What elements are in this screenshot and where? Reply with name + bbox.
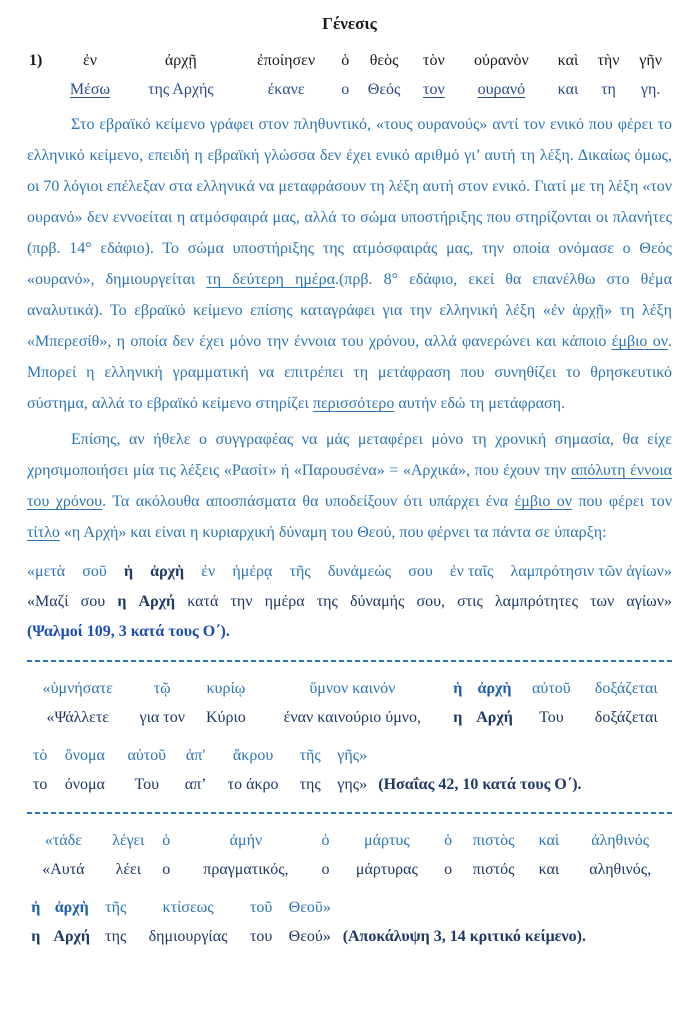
interlinear-row [27,770,672,799]
interlinear-cell: ὁ [341,52,350,69]
quote-word: ἡ [123,563,134,580]
interlinear-cell: Του [539,709,564,726]
interlinear-cell: της [299,776,321,793]
interlinear-cell: μάρτυρας [355,861,418,878]
quote-word: λαμπρότητες [494,593,578,610]
interlinear-cell: και [538,861,560,878]
quote-word: σου [80,593,106,610]
interlinear-row [27,741,672,770]
interlinear-table [27,741,672,799]
interlinear-row [27,922,672,951]
interlinear-cell: πιστὸς [472,832,515,849]
interlinear-row [27,674,672,703]
interlinear-cell: δοξάζεται [594,680,658,697]
interlinear-cell: για τον [139,709,185,726]
interlinear-cell: τὸν [423,52,445,69]
interlinear-cell: όνομα [64,776,105,793]
interlinear-cell [376,741,672,770]
interlinear-cell: Θεού» [288,928,331,945]
interlinear-cell: «τάδε [44,832,82,849]
interlinear-cell: ο [162,861,171,878]
interlinear-cell: δοξάζεται [594,709,658,726]
interlinear-cell: αληθινός, [589,861,652,878]
interlinear-cell: γη. [640,81,661,98]
interlinear-cell: γῆς» [337,747,368,764]
interlinear-cell: ο [341,81,350,98]
text-segment: Στο εβραϊκό κείμενο γράφει στον πληθυντικό, «τους ουρανούς» αντί τον ενικό που φέρει το ελληνικό κείμενο, επειδή η εβραϊκή γλώσσα δεν έχει ενικό αριθμό γι’ αυτή τη λέξη. Δικαίως όμως, οι 70 λόγιοι επέλεξαν στα ελληνικά να μεταφράσουν τη λέξη αυτή στον ενικό. Γιατί με τη λέξη «τον ουρανό» δεν εννοείται η ατμόσφαιρά μας, αλλά το σώμα υποστήριξης που στηρίζονται οι πλανήτες (πρβ. 14° εδάφιο). Το σώμα υποστήριξης της ατμόσφαιράς μας, την οποία ονόμασε ο Θεός «ουρανό», δημιουργείται [27,116,672,288]
quote-word: αγίων» [626,593,672,610]
quote-word: «μετὰ [27,563,66,580]
interlinear-cell: ἡ [31,899,41,916]
interlinear-table [27,674,672,732]
interlinear-cell: ἀρχῇ [164,52,197,69]
quote-word: Αρχή [138,593,176,610]
interlinear-row [27,826,672,855]
interlinear-cell: ἀπ' [185,747,206,764]
interlinear-cell: του [249,928,273,945]
interlinear-table [27,826,672,884]
interlinear-cell: Αρχή [476,709,513,726]
interlinear-cell: «Αυτά [42,861,85,878]
quote-word: ἐν [201,563,216,580]
quote-word: «Μαζί [27,593,69,610]
quote-psalms-citation: (Ψαλμοί 109, 3 κατά τους Ο΄). [27,623,230,640]
quote-word: την [230,593,253,610]
interlinear-cell: ἀληθινός [591,832,650,849]
interlinear-cell: ἐποίησεν [257,52,316,69]
interlinear-cell: ο [444,861,453,878]
interlinear-cell: ὄνομα [64,747,105,764]
interlinear-cell: το άκρο [227,776,279,793]
interlinear-cell: θεὸς [369,52,399,69]
interlinear-cell: της [105,928,127,945]
quote-word: τῆς [289,563,311,580]
interlinear-cell: τη [601,81,616,98]
interlinear-cell: γης» [337,776,368,793]
quote-word: ἡμέρᾳ [232,563,273,580]
quote-word: των [590,593,615,610]
interlinear-cell: Αρχή [53,928,91,945]
interlinear-cell: μάρτυς [364,832,410,849]
interlinear-cell: (Αποκάλυψη 3, 14 κριτικό κείμενο). [342,928,586,945]
interlinear-cell: γῆν [639,52,662,69]
quote-psalms-ancient-line [27,557,672,587]
interlinear-cell: Θεός [367,81,401,98]
interlinear-cell: ἀρχὴ [54,899,89,916]
interlinear-cell: τῆς [299,747,321,764]
interlinear-cell: ἡ [453,680,463,697]
quote-psalms-modern-line [27,587,672,617]
interlinear-cell: ουρανό [477,81,526,98]
interlinear-cell: της Αρχής [148,81,214,98]
text-segment: . Τα ακόλουθα αποσπάσματα θα υποδείξουν ότι υπάρχει ένα [102,493,515,510]
interlinear-cell: Κύριο [206,709,246,726]
interlinear-cell: τὸ [32,747,48,764]
interlinear-cell: ο [321,861,330,878]
text-segment: . Μπορεί η ελληνική γραμματική να επιτρέπει τη μετάφραση που συνηθίζει το θρησκευτικό σύστημα, αλλά το εβραϊκό κείμενο στηρίζει [27,333,672,412]
interlinear-cell [341,893,672,922]
interlinear-cell: λέγει [112,832,145,849]
verse-interlinear [27,46,672,104]
interlinear-cell: αὐτοῦ [127,747,167,764]
interlinear-cell: καὶ [557,52,579,69]
quote-word: δυνάμεώς [327,563,392,580]
text-segment: που φέρει τον [572,493,673,510]
quote-word: ημέρα [264,593,305,610]
text-segment: αυτήν εδώ τη μετάφραση. [394,395,565,412]
text-segment: περισσότερο [312,395,395,412]
interlinear-cell: τῷ [153,680,171,697]
interlinear-cell: αὐτοῦ [532,680,571,697]
text-segment: Επίσης, αν ήθελε ο συγγραφέας να μάς μεταφέρει μόνο τη χρονική σημασία, θα είχε χρησιμοποιήσει μία τις λέξεις «Ρασίτ» ή «Παρουσένα» = «Αρχικά», που έχουν την [27,431,672,479]
interlinear-row [27,893,672,922]
text-segment: έμβιο ον [611,333,668,350]
interlinear-cell: πιστός [472,861,515,878]
interlinear-cell: δημιουργίας [148,928,228,945]
interlinear-cell: ὁ [321,832,330,849]
interlinear-cell [27,75,55,104]
page-title: Γένεσις [322,14,377,33]
interlinear-cell: τῆς [105,899,127,916]
interlinear-cell: «Ψάλλετε [46,709,109,726]
quote-word: ἀρχὴ [150,563,185,580]
interlinear-cell: κυρίῳ [206,680,246,697]
quote-word: της [316,593,338,610]
interlinear-cell: Μέσω [69,81,111,98]
interlinear-cell: έναν καινούριο ύμνο, [283,709,422,726]
interlinear-cell: τὴν [597,52,620,69]
dashed-separator [27,660,672,662]
interlinear-row [27,703,672,732]
interlinear-row [27,46,672,75]
paragraph-time-meaning [27,424,672,548]
quote-word: λαμπρότησιν τῶν ἁγίων» [510,563,672,580]
interlinear-cell: τοῦ [249,899,273,916]
interlinear-cell: (Ησαΐας 42, 10 κατά τους Ο΄). [378,776,582,793]
interlinear-cell: η [453,709,463,726]
paragraph-hebrew-text [27,109,672,419]
quote-word: κατά [187,593,219,610]
interlinear-cell: ἄκρου [232,747,274,764]
interlinear-table [27,46,672,104]
interlinear-cell: ὕμνον καινόν [309,680,396,697]
interlinear-cell: λέει [115,861,142,878]
quote-word: ἐν ταῖς [449,563,494,580]
interlinear-row [27,855,672,884]
quote-psalms-block [27,557,672,647]
interlinear-cell: 1) [29,52,43,69]
interlinear-cell: ὁ [444,832,453,849]
interlinear-cell: Του [134,776,160,793]
interlinear-row [27,75,672,104]
interlinear-cell: πραγματικός, [203,861,289,878]
text-segment: τη δεύτερη ημέρα [206,271,335,288]
quote-word: στις [457,593,483,610]
quote-word: σου [408,563,433,580]
dashed-separator [27,812,672,814]
quote-word: σοῦ [82,563,107,580]
interlinear-cell: Θεοῦ» [288,899,331,916]
quote-word: δύναμής [349,593,405,610]
interlinear-cell: ὁ [162,832,171,849]
text-segment: απόλυτη έννοια του χρόνου [27,462,673,510]
text-segment: .(πρβ. 8° εδάφιο, εκεί θα επανέλθω στο θέμα αναλυτικά). Το εβραϊκό κείμενο επίσης καταγράφει για την ελληνική λέξη «ἐν ἀρχῇ» τη λέξη «Μπερεσίθ», η οποία δεν έχει μόνο την έννοια του χρόνου, αλλά φανερώνει και κάποιο [27,271,673,350]
interlinear-cell: καὶ [538,832,560,849]
interlinear-cell: ἐν [82,52,97,69]
quote-word: σου, [416,593,445,610]
interlinear-cell: οὐρανὸν [473,52,529,69]
interlinear-cell: κτίσεως [162,899,214,916]
interlinear-cell: ἀρχὴ [477,680,512,697]
quote-word: η [117,593,127,610]
interlinear-cell: και [557,81,579,98]
text-segment: τίτλο [27,524,60,541]
interlinear-cell: «ὑμνήσατε [42,680,113,697]
interlinear-cell: η [31,928,41,945]
interlinear-cell: απ’ [184,776,207,793]
interlinear-cell: έκανε [267,81,305,98]
text-segment: «η Αρχή» και είναι η κυριαρχική δύναμη του Θεού, που φέρνει τα πάντα σε ύπαρξη: [59,524,607,541]
text-segment: έμβιο ον [514,493,573,510]
quote-revelation-block [27,826,672,951]
interlinear-cell: ἀμήν [229,832,263,849]
interlinear-cell: τον [423,81,445,98]
interlinear-table [27,893,672,951]
quote-isaiah-block [27,674,672,799]
interlinear-cell: το [32,776,48,793]
